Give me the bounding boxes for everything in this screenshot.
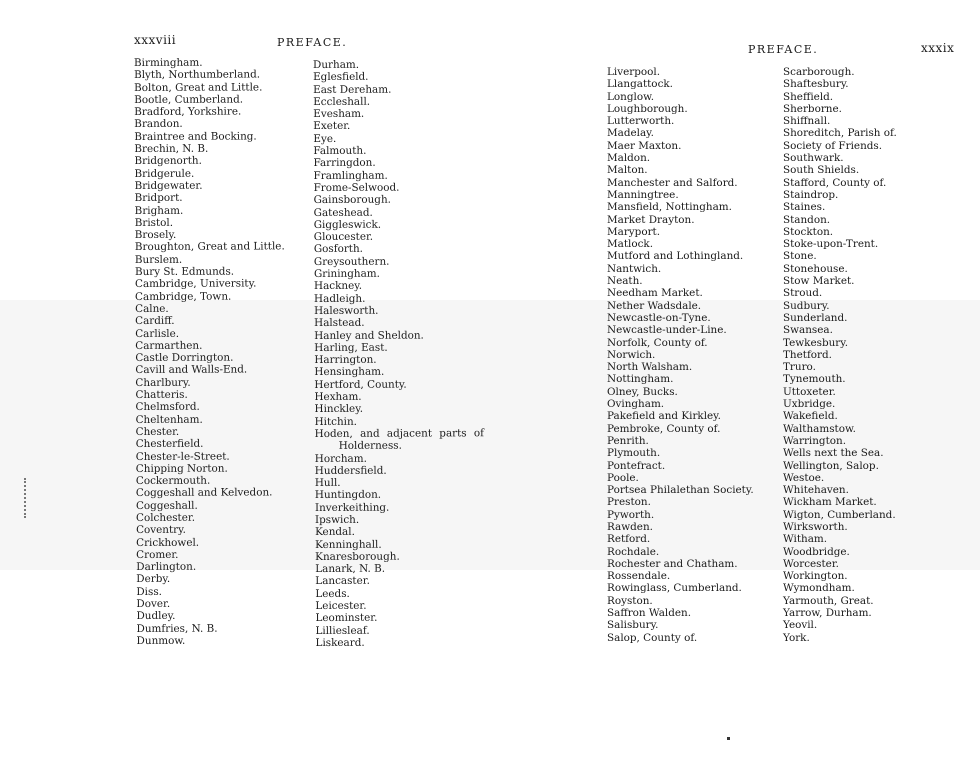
place-name-entry: Rossendale. <box>607 570 671 583</box>
place-name-entry: Yarmouth, Great. <box>783 594 874 607</box>
place-name-entry: Exeter. <box>313 120 351 133</box>
place-name-entry: Stroud. <box>783 287 823 300</box>
place-name-entry: Nantwich. <box>607 262 662 275</box>
place-name-entry: Hadleigh. <box>314 292 366 305</box>
place-name-entry: Cromer. <box>136 548 179 561</box>
place-name-entry: Inverkeithing. <box>314 501 390 514</box>
place-name-entry: Bridgenorth. <box>134 155 202 168</box>
place-name-entry: Gosforth. <box>313 243 363 256</box>
place-name-entry: Uttoxeter. <box>783 385 836 398</box>
place-name-entry: Worcester. <box>783 557 839 570</box>
place-name-entry: Bolton, Great and Little. <box>134 81 263 94</box>
place-name-entry: Castle Dorrington. <box>135 351 234 365</box>
place-name-entry: Maryport. <box>607 225 661 238</box>
place-name-entry: Southwark. <box>783 152 844 165</box>
place-name-entry: Stoke-upon-Trent. <box>783 238 879 251</box>
place-name-entry: Darlington. <box>136 560 197 574</box>
place-name-entry: Mansfield, Nottingham. <box>607 201 732 214</box>
place-name-entry: Yeovil. <box>783 619 818 632</box>
binding-edge-marks <box>24 478 29 518</box>
place-name-entry: Hull. <box>314 476 341 490</box>
place-name-entry: Coggeshall and Kelvedon. <box>135 486 273 500</box>
place-name-entry: Frome-Selwood. <box>313 181 400 194</box>
place-name-entry: Manchester and Salford. <box>607 176 738 189</box>
place-name-entry: Halesworth. <box>314 304 379 317</box>
place-name-entry: Chipping Norton. <box>135 462 228 475</box>
place-name-entry: Bridgerule. <box>134 167 195 180</box>
place-name-entry: Longlow. <box>607 90 655 103</box>
place-name-entry: Calne. <box>135 302 169 315</box>
place-name-entry: Olney, Bucks. <box>607 385 678 398</box>
place-name-entry: Staines. <box>783 201 826 214</box>
place-name-entry: Stonehouse. <box>783 262 848 275</box>
place-name-entry: Pontefract. <box>607 459 666 472</box>
place-name-entry: Neath. <box>607 275 643 288</box>
place-name-entry: Tynemouth. <box>783 373 846 386</box>
place-name-entry: Needham Market. <box>607 287 703 300</box>
place-name-entry: Swansea. <box>783 324 833 337</box>
place-name-entry: Farringdon. <box>313 157 376 170</box>
place-name-entry: Hackney. <box>313 280 363 293</box>
place-name-entry: Chelmsford. <box>135 401 200 414</box>
place-name-entry: Brandon. <box>134 118 183 131</box>
scan-speck <box>727 737 730 740</box>
place-name-entry: Lancaster. <box>315 575 370 588</box>
place-name-entry: Poole. <box>607 471 639 484</box>
place-name-entry: East Dereham. <box>313 83 392 96</box>
place-name-entry: Stow Market. <box>783 275 855 288</box>
place-name-entry: Durham. <box>313 58 360 71</box>
place-name-entry: Portsea Philalethan Society. <box>607 484 754 497</box>
place-name-entry: Norfolk, County of. <box>607 336 708 349</box>
place-name-entry: Hensingham. <box>314 366 385 379</box>
place-name-entry: Leicester. <box>315 599 367 613</box>
left-page-column-2 <box>313 58 485 649</box>
place-name-entry: Royston. <box>607 594 653 607</box>
place-name-entry: Standon. <box>783 213 831 226</box>
place-name-entry: Ipswich. <box>314 513 360 526</box>
place-name-entry: Tewkesbury. <box>783 336 849 349</box>
place-name-entry: Malton. <box>607 164 648 177</box>
place-name-entry: Gloucester. <box>313 230 374 244</box>
place-name-entry: Shiffnall. <box>783 115 831 128</box>
place-name-entry: Crickhowel. <box>136 536 200 549</box>
place-name-entry: Hanley and Sheldon. <box>314 329 424 342</box>
left-page-number: xxxviii <box>134 33 177 47</box>
place-name-entry: Derby. <box>136 573 171 586</box>
place-name-entry: Hitchin. <box>314 415 357 428</box>
place-name-entry: Market Drayton. <box>607 213 695 226</box>
place-name-entry: Huddersfield. <box>314 464 387 477</box>
right-running-head: PREFACE. <box>748 43 819 56</box>
place-name-entry: Cockermouth. <box>135 474 211 488</box>
place-name-entry: Halstead. <box>314 317 365 330</box>
place-name-entry: South Shields. <box>783 164 860 177</box>
place-name-entry: Griningham. <box>313 267 380 281</box>
place-name-entry: Harrington. <box>314 353 377 367</box>
place-name-entry: Holderness. <box>338 439 402 453</box>
place-name-entry: Chester. <box>135 425 180 438</box>
place-name-entry: Uxbridge. <box>783 398 836 411</box>
place-name-entry: Rochester and Chatham. <box>607 557 738 570</box>
place-name-entry: Lilliesleaf. <box>315 624 370 637</box>
place-name-entry: Pakefield and Kirkley. <box>607 410 721 423</box>
place-name-entry: Cavill and Walls-End. <box>135 363 248 377</box>
place-name-entry: Cardiff. <box>135 315 175 328</box>
place-name-entry: Wellington, Salop. <box>783 459 879 472</box>
place-name-entry: Bootle, Cumberland. <box>134 93 244 106</box>
place-name-entry: Penrith. <box>607 434 649 447</box>
place-name-entry: Salisbury. <box>607 619 659 632</box>
place-name-entry: Nether Wadsdale. <box>607 299 702 312</box>
place-name-entry: Coventry. <box>136 524 186 537</box>
left-page-column-1 <box>134 56 286 647</box>
place-name-entry: Sheffield. <box>783 90 834 103</box>
place-name-entry: Harling, East. <box>314 341 388 354</box>
place-name-entry: Hoden, and adjacent parts of <box>314 427 485 440</box>
place-name-entry: Mutford and Lothingland. <box>607 250 744 263</box>
place-name-entry: Westoe. <box>783 471 825 484</box>
place-name-entry: Wells next the Sea. <box>783 447 884 460</box>
place-name-entry: Dover. <box>136 597 171 611</box>
place-name-entry: Sherborne. <box>783 102 842 115</box>
place-name-entry: Coggeshall. <box>135 499 198 512</box>
place-name-entry: Chatteris. <box>135 388 188 402</box>
place-name-entry: Stockton. <box>783 225 834 238</box>
place-name-entry: Shoreditch, Parish of. <box>783 127 897 140</box>
place-name-entry: Lutterworth. <box>607 115 675 128</box>
right-page-column-2 <box>783 66 897 644</box>
place-name-entry: Norwich. <box>607 348 656 361</box>
place-name-entry: Yarrow, Durham. <box>783 607 872 620</box>
place-name-entry: Ovingham. <box>607 398 665 411</box>
place-name-entry: Rowinglass, Cumberland. <box>607 582 742 595</box>
place-name-entry: Chester-le-Street. <box>135 450 230 463</box>
place-name-entry: Stafford, County of. <box>783 176 887 189</box>
place-name-entry: Dunmow. <box>136 634 186 647</box>
place-name-entry: Liskeard. <box>315 636 365 649</box>
place-name-entry: Maldon. <box>607 152 651 165</box>
place-name-entry: Charlbury. <box>135 376 191 389</box>
place-name-entry: Kendal. <box>315 526 355 539</box>
place-name-entry: Warrington. <box>783 434 846 447</box>
place-name-entry: Brigham. <box>134 204 184 217</box>
place-name-entry: Matlock. <box>607 238 654 251</box>
place-name-entry: Society of Friends. <box>783 139 883 152</box>
place-name-entry: Sunderland. <box>783 311 848 324</box>
place-name-entry: Woodbridge. <box>783 545 850 558</box>
place-name-entry: Burslem. <box>134 253 183 266</box>
place-name-entry: Hinckley. <box>314 403 364 416</box>
place-name-entry: Bradford, Yorkshire. <box>134 105 242 119</box>
place-name-entry: Braintree and Bocking. <box>134 130 257 143</box>
place-name-entry: North Walsham. <box>607 361 693 374</box>
place-name-entry: Knaresborough. <box>315 550 400 563</box>
place-name-entry: Pembroke, County of. <box>607 422 721 435</box>
place-name-entry: Saffron Walden. <box>607 607 692 620</box>
place-name-entry: Pyworth. <box>607 508 655 521</box>
place-name-entry: Wigton, Cumberland. <box>783 508 896 521</box>
place-name-entry: Wickham Market. <box>783 496 877 509</box>
place-name-entry: Carmarthen. <box>135 339 203 352</box>
place-name-entry: Cheltenham. <box>135 413 203 426</box>
place-name-entry: Hertford, County. <box>314 378 407 391</box>
place-name-entry: Framlingham. <box>313 169 388 182</box>
place-name-entry: Witham. <box>783 533 828 546</box>
place-name-entry: Kenninghall. <box>315 538 382 551</box>
place-name-entry: Newcastle-on-Tyne. <box>607 311 711 324</box>
place-name-entry: Eye. <box>313 132 337 145</box>
place-name-entry: Birmingham. <box>134 56 203 69</box>
place-name-entry: Walthamstow. <box>783 422 856 435</box>
place-name-entry: Salop, County of. <box>607 631 698 644</box>
place-name-entry: Bridgewater. <box>134 179 203 192</box>
place-name-entry: Cambridge, Town. <box>135 290 232 303</box>
right-page-number: xxxix <box>921 41 955 55</box>
place-name-entry: Whitehaven. <box>783 484 849 497</box>
place-name-entry: Giggleswick. <box>313 218 382 231</box>
place-name-entry: Staindrop. <box>783 188 839 201</box>
place-name-entry: Rawden. <box>607 520 653 533</box>
right-page-column-1 <box>607 66 754 644</box>
place-name-entry: Evesham. <box>313 107 365 121</box>
place-name-entry: Eccleshall. <box>313 95 371 108</box>
place-name-entry: Rochdale. <box>607 545 660 558</box>
place-name-entry: Leominster. <box>315 612 378 625</box>
place-name-entry: Huntingdon. <box>314 489 382 502</box>
place-name-entry: Horcham. <box>314 452 367 465</box>
place-name-entry: Workington. <box>783 570 848 583</box>
place-name-entry: Newcastle-under-Line. <box>607 324 727 337</box>
place-name-entry: Brechin, N. B. <box>134 142 209 156</box>
place-name-entry: Stone. <box>783 250 817 263</box>
place-name-entry: Blyth, Northumberland. <box>134 68 261 82</box>
place-name-entry: Sudbury. <box>783 299 830 312</box>
place-name-entry: Diss. <box>136 585 162 598</box>
place-name-entry: Chesterfield. <box>135 437 204 451</box>
place-name-entry: Brosely. <box>134 228 177 242</box>
place-name-entry: Lanark, N. B. <box>315 562 386 576</box>
place-name-entry: Thetford. <box>783 348 832 361</box>
place-name-entry: Wirksworth. <box>783 520 848 533</box>
place-name-entry: Truro. <box>783 361 816 374</box>
place-name-entry: Retford. <box>607 533 651 546</box>
place-name-entry: Wakefield. <box>783 410 838 423</box>
place-name-entry: Hexham. <box>314 390 362 404</box>
place-name-entry: Scarborough. <box>783 66 855 78</box>
place-name-entry: Colchester. <box>135 511 196 524</box>
place-name-entry: Carlisle. <box>135 327 180 340</box>
place-name-entry: Loughborough. <box>607 102 688 115</box>
place-name-entry: Wymondham. <box>783 582 855 595</box>
place-name-entry: Bury St. Edmunds. <box>134 265 235 279</box>
place-name-entry: York. <box>783 631 810 644</box>
place-name-entry: Falmouth. <box>313 144 367 158</box>
place-name-entry: Leeds. <box>315 587 350 600</box>
place-name-entry: Greysouthern. <box>313 255 390 268</box>
place-name-entry: Gainsborough. <box>313 193 391 207</box>
place-name-entry: Nottingham. <box>607 373 674 386</box>
place-name-entry: Eglesfield. <box>313 71 369 84</box>
place-name-entry: Shaftesbury. <box>783 78 849 91</box>
place-name-entry: Liverpool. <box>607 66 660 78</box>
place-name-entry: Madelay. <box>607 127 654 140</box>
left-running-head: PREFACE. <box>277 36 348 49</box>
place-name-entry: Manningtree. <box>607 188 679 201</box>
place-name-entry: Llangattock. <box>607 78 673 91</box>
place-name-entry: Broughton, Great and Little. <box>134 240 285 254</box>
place-name-entry: Maer Maxton. <box>607 139 682 152</box>
place-name-entry: Preston. <box>607 496 651 509</box>
place-name-entry: Bridport. <box>134 192 183 205</box>
place-name-entry: Bristol. <box>134 216 174 229</box>
place-name-entry: Plymouth. <box>607 447 661 460</box>
place-name-entry: Cambridge, University. <box>134 277 257 291</box>
place-name-entry: Dudley. <box>136 610 176 623</box>
place-name-entry: Gateshead. <box>313 206 373 219</box>
place-name-entry: Dumfries, N. B. <box>136 622 218 635</box>
